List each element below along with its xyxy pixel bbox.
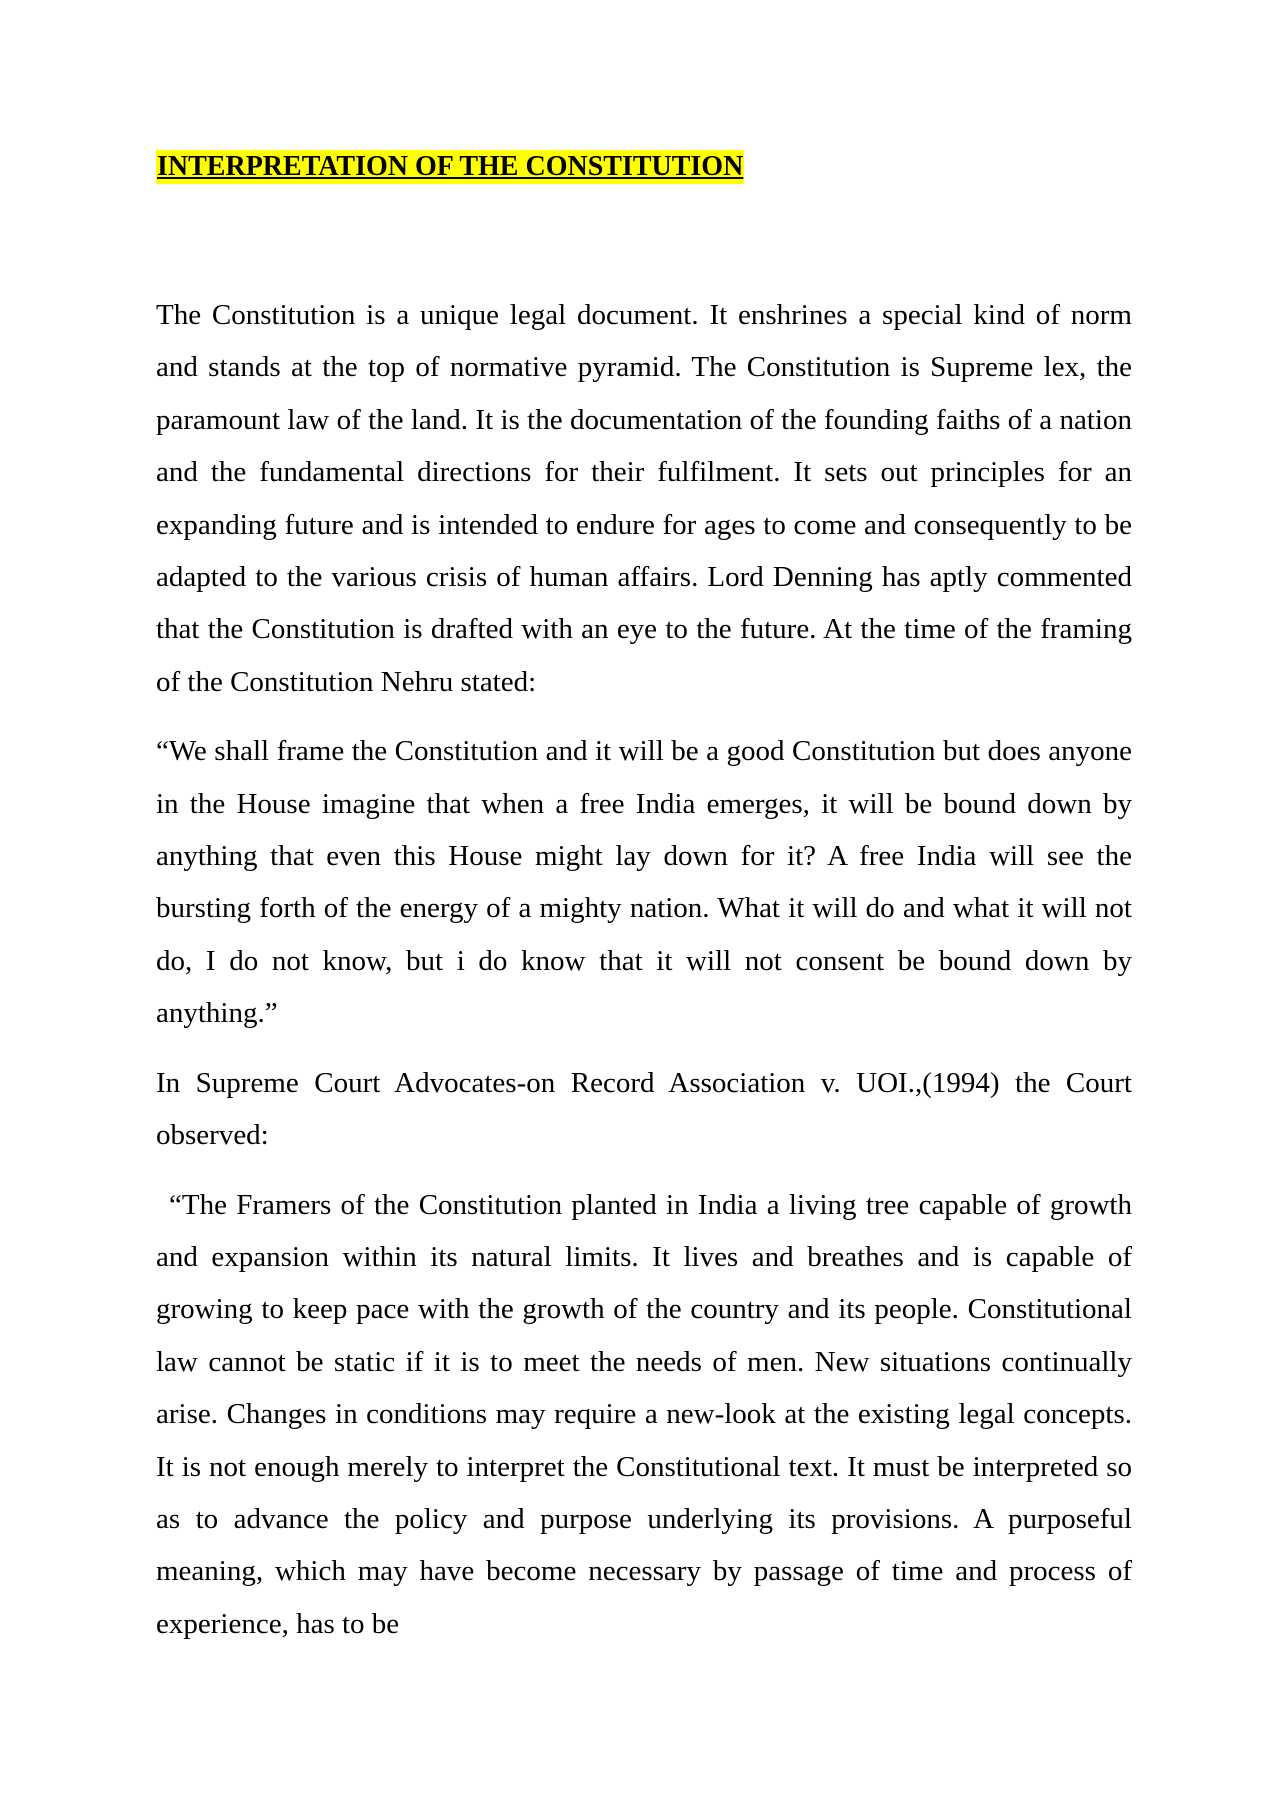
paragraph-case-citation: In Supreme Court Advocates-on Record Association v. UOI.,(1994) the Court observed: [156, 1066, 1132, 1152]
paragraph-court-quote: “The Framers of the Constitution planted in India a living tree capable of growth and expansion within its natural limits. It lives and breathes and is capable of growing to keep pace with the growth of the country and its people. Constitutional law cannot be static if it is to meet the needs of men. New situations continually arise. Changes in conditions may require a new-look at the existing legal concepts. It is not enough merely to interpret the Constitutional text. It must be interpreted so as to advance the policy and purpose underlying its provisions. A purposeful meaning, which may have become necessary by passage of time and process of experience, has to be [156, 1188, 1132, 1640]
document-body [156, 150, 1132, 1650]
document-title: INTERPRETATION OF THE CONSTITUTION [157, 151, 744, 182]
paragraph-intro: The Constitution is a unique legal document. It enshrines a special kind of norm and stands at the top of normative pyramid. The Constitution is Supreme lex, the paramount law of the land. It is the documentation of the founding faiths of a nation and the fundamental directions for their fulfilment. It sets out principles for an expanding future and is intended to endure for ages to come and consequently to be adapted to the various crisis of human affairs. Lord Denning has aptly commented that the Constitution is drafted with an eye to the future. At the time of the framing of the Constitution Nehru stated: [156, 299, 1132, 698]
paragraph-nehru-quote: “We shall frame the Constitution and it will be a good Constitution but does anyone in the House imagine that when a free India emerges, it will be bound down by anything that even this House might lay down for it? A free India will see the bursting forth of the energy of a mighty nation. What it will do and what it will not do, I do not know, but i do know that it will not consent be bound down by anything.” [156, 735, 1132, 1030]
